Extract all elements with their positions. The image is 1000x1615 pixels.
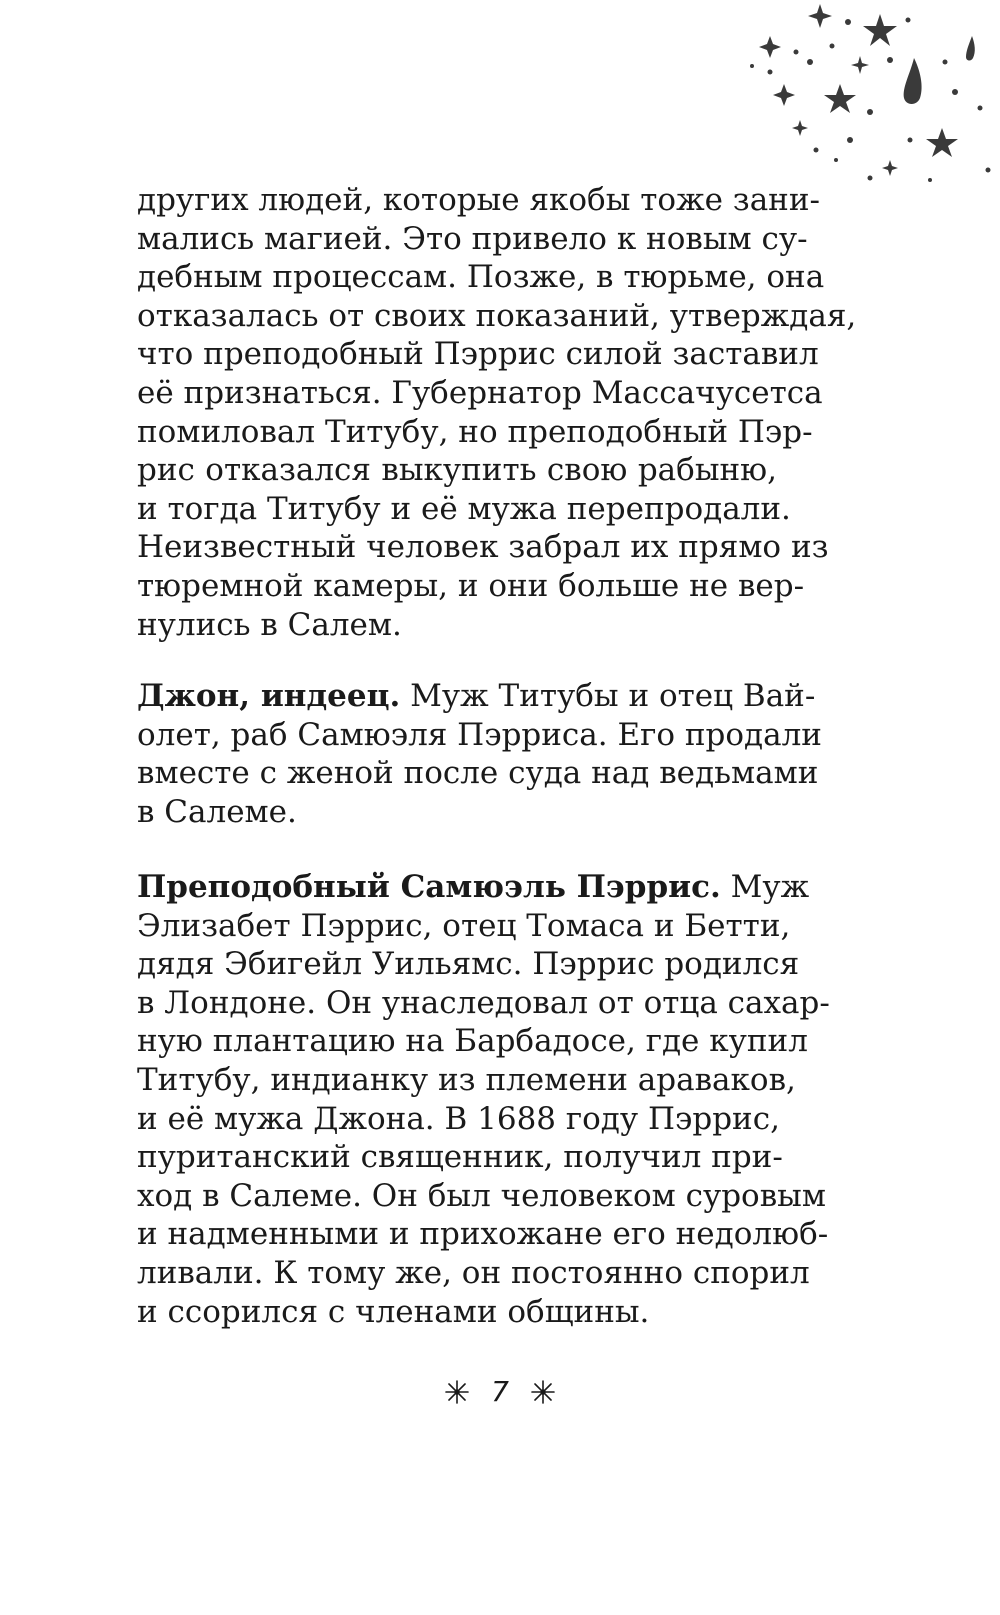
text-line: рис отказался выкупить свою рабыню, xyxy=(137,452,777,489)
text-line: пуританский священник, получил при- xyxy=(137,1139,783,1176)
entry-heading-john: Джон, индеец. xyxy=(137,678,401,714)
text-line: ход в Салеме. Он был человеком суровым xyxy=(137,1177,826,1214)
paragraph-tituba xyxy=(137,181,857,644)
text-line: и её мужа Джона. В 1688 году Пэррис, xyxy=(137,1100,780,1137)
stars-cluster-icon xyxy=(740,0,1000,200)
sparkle-icon xyxy=(444,1379,470,1405)
text-line: Элизабет Пэррис, отец Томаса и Бетти, xyxy=(137,907,791,944)
page-footer xyxy=(0,1373,1000,1410)
text-line: олет, раб Самюэля Пэрриса. Его продали xyxy=(137,716,822,753)
text-line: других людей, которые якобы тоже зани- xyxy=(137,182,820,218)
entry-first-line xyxy=(137,677,816,716)
text-line: тюремной камеры, и они больше не вер- xyxy=(137,567,805,604)
text-line: Титубу, индианку из племени араваков, xyxy=(137,1061,796,1098)
text-line: в Лондоне. Он унаследовал от отца сахар- xyxy=(137,984,830,1021)
text-line: что преподобный Пэррис силой заставил xyxy=(137,336,819,373)
text-line: дядя Эбигейл Уильямс. Пэррис родился xyxy=(137,946,800,983)
text-line: в Салеме. xyxy=(137,793,297,830)
paragraph-john xyxy=(137,677,822,831)
text-line: Неизвестный человек забрал их прямо из xyxy=(137,529,829,566)
text-line: и надменными и прихожане его недолюб- xyxy=(137,1216,829,1253)
entry-first-line xyxy=(137,868,810,907)
text-line: её признаться. Губернатор Массачусетса xyxy=(137,374,823,411)
text-line: отказалась от своих показаний, утверждая, xyxy=(137,297,857,334)
text-line: ную плантацию на Барбадосе, где купил xyxy=(137,1023,808,1060)
entry-first-line-text: Муж Титубы и отец Вай- xyxy=(410,678,816,714)
text-line: нулись в Салем. xyxy=(137,606,402,643)
text-line: и ссорился с членами общины. xyxy=(137,1293,650,1330)
text-line: ливали. К тому же, он постоянно спорил xyxy=(137,1254,810,1291)
page-number: 7 xyxy=(491,1375,509,1408)
paragraph-parris xyxy=(137,868,830,1331)
text-line: дебным процессам. Позже, в тюрьме, она xyxy=(137,259,825,296)
text-line: и тогда Титубу и её мужа перепродали. xyxy=(137,490,791,527)
sparkle-icon xyxy=(530,1379,556,1405)
text-line: мались магией. Это привело к новым су- xyxy=(137,220,808,257)
text-line: помиловал Титубу, но преподобный Пэр- xyxy=(137,413,813,450)
text-line: вместе с женой после суда над ведьмами xyxy=(137,755,819,792)
entry-first-line-text: Муж xyxy=(730,869,810,905)
entry-heading-parris: Преподобный Самюэль Пэррис. xyxy=(137,869,721,905)
